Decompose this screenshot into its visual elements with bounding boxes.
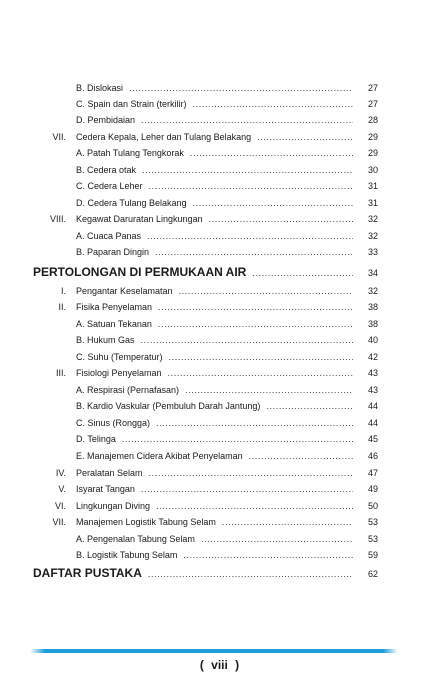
toc-entry [42, 483, 378, 495]
toc-entry [76, 318, 378, 330]
dot-leader [257, 131, 353, 143]
toc-entry-page: 50 [367, 501, 378, 511]
toc-entry-page: 29 [367, 148, 378, 158]
toc-entry-label: E. Manajemen Cidera Akibat Penyelaman [76, 451, 243, 461]
dot-leader [141, 334, 353, 346]
toc-entry-label: A. Respirasi (Pernafasan) [76, 385, 180, 395]
toc-entry-page: 45 [367, 434, 378, 444]
toc-entry-label: C. Cedera Leher [76, 181, 143, 191]
toc-entry [76, 351, 378, 363]
toc-entry [76, 180, 378, 192]
toc-entry-page: 49 [367, 484, 378, 494]
toc-entry-number: III. [55, 368, 66, 378]
toc-entry-label: B. Kardio Vaskular (Pembuluh Darah Jantung) [76, 401, 261, 411]
toc-entry-page: 44 [367, 401, 378, 411]
dot-leader [147, 230, 353, 242]
toc-entry-label: Cedera Kepala, Leher dan Tulang Belakang [76, 132, 252, 142]
dot-leader [141, 114, 353, 126]
dot-leader [209, 213, 353, 225]
toc-entry-page: 62 [367, 569, 378, 579]
toc-entry [42, 467, 378, 479]
toc-entry-page: 59 [367, 550, 378, 560]
toc-entry [76, 450, 378, 462]
toc-entry [42, 301, 378, 313]
toc-entry-label: B. Logistik Tabung Selam [76, 550, 178, 560]
dot-leader [168, 367, 353, 379]
toc-entry [42, 213, 378, 225]
footer-divider [30, 649, 398, 653]
toc-entry-page: 33 [367, 247, 378, 257]
toc-entry-label: Peralatan Selam [76, 468, 143, 478]
toc-entry-number: V. [58, 484, 66, 494]
toc-entry-page: 27 [367, 99, 378, 109]
toc-entry [76, 82, 378, 94]
toc-entry-page: 32 [367, 231, 378, 241]
toc-entry-page: 32 [367, 286, 378, 296]
toc-entry-page: 53 [367, 517, 378, 527]
dot-leader [156, 417, 353, 429]
toc-entry-label: Manajemen Logistik Tabung Selam [76, 517, 216, 527]
toc-chapter-heading [33, 265, 378, 280]
toc-entry-label: Kegawat Daruratan Lingkungan [76, 214, 203, 224]
toc-entry-page: 53 [367, 534, 378, 544]
toc-entry [42, 367, 378, 379]
dot-leader [149, 180, 353, 192]
toc-entry-page: 40 [367, 335, 378, 345]
toc-entry-page: 47 [367, 468, 378, 478]
toc-entry-number: VIII. [49, 214, 66, 224]
toc-entry [42, 131, 378, 143]
dot-leader [183, 549, 353, 561]
dot-leader [158, 301, 353, 313]
toc-entry-page: 42 [367, 352, 378, 362]
toc-entry-page: 28 [367, 115, 378, 125]
toc-entry [76, 246, 378, 258]
toc-entry-page: 27 [367, 83, 378, 93]
dot-leader [158, 318, 353, 330]
toc-entry [76, 334, 378, 346]
toc-entry-label: Lingkungan Diving [76, 501, 151, 511]
toc-entry-page: 38 [367, 302, 378, 312]
toc-entry-label: Fisika Penyelaman [76, 302, 153, 312]
toc-entry-label: D. Telinga [76, 434, 116, 444]
toc-entry-page: 30 [367, 165, 378, 175]
dot-leader [142, 164, 353, 176]
dot-leader [169, 351, 353, 363]
toc-entry-label: A. Pengenalan Tabung Selam [76, 534, 195, 544]
toc-entry [76, 147, 378, 159]
toc-entry [76, 384, 378, 396]
toc-entry [76, 164, 378, 176]
toc-entry-label: Pengantar Keselamatan [76, 286, 173, 296]
toc-entry-label: B. Dislokasi [76, 83, 124, 93]
toc-entry-label: A. Satuan Tekanan [76, 319, 152, 329]
dot-leader [266, 400, 353, 412]
dot-leader [222, 516, 353, 528]
dot-leader [190, 147, 353, 159]
toc-entry-page: 31 [367, 181, 378, 191]
toc-entry-label: DAFTAR PUSTAKA [33, 566, 142, 580]
toc-entry-label: A. Patah Tulang Tengkorak [76, 148, 184, 158]
dot-leader [148, 567, 353, 581]
toc-entry [76, 549, 378, 561]
dot-leader [155, 246, 353, 258]
dot-leader [193, 197, 353, 209]
toc-entry [42, 500, 378, 512]
toc-entry-number: VII. [52, 132, 66, 142]
toc-entry-page: 46 [367, 451, 378, 461]
toc-entry [76, 433, 378, 445]
toc-entry [76, 400, 378, 412]
toc-entry-page: 31 [367, 198, 378, 208]
toc-entry-page: 44 [367, 418, 378, 428]
toc-entry-label: D. Pembidaian [76, 115, 136, 125]
toc-entry-label: Fisiologi Penyelaman [76, 368, 162, 378]
dot-leader [129, 82, 353, 94]
toc-entry-label: C. Suhu (Temperatur) [76, 352, 163, 362]
toc-entry-number: IV. [55, 468, 66, 478]
toc-entry [42, 285, 378, 297]
toc-chapter-heading [33, 566, 378, 581]
toc-entry [76, 197, 378, 209]
dot-leader [252, 266, 353, 280]
toc-entry-number: I. [60, 286, 66, 296]
toc-entry-label: B. Hukum Gas [76, 335, 135, 345]
toc-entry [42, 516, 378, 528]
toc-entry [76, 230, 378, 242]
dot-leader [249, 450, 353, 462]
toc-entry-label: D. Cedera Tulang Belakang [76, 198, 187, 208]
toc-entry-number: II. [58, 302, 66, 312]
dot-leader [149, 467, 353, 479]
dot-leader [141, 483, 353, 495]
toc-entry [76, 98, 378, 110]
dot-leader [185, 384, 353, 396]
dot-leader [179, 285, 353, 297]
toc-entry-label: Isyarat Tangan [76, 484, 135, 494]
toc-entry-number: VI. [54, 501, 66, 511]
toc-entry [76, 417, 378, 429]
toc-entry-page: 34 [367, 268, 378, 278]
page-number: ( viii ) [199, 658, 240, 672]
toc-entry-page: 32 [367, 214, 378, 224]
toc-entry-label: B. Paparan Dingin [76, 247, 150, 257]
toc-entry-page: 43 [367, 368, 378, 378]
dot-leader [122, 433, 353, 445]
toc-entry-label: C. Sinus (Rongga) [76, 418, 151, 428]
toc-entry-page: 43 [367, 385, 378, 395]
toc-entry [76, 114, 378, 126]
dot-leader [201, 533, 353, 545]
dot-leader [156, 500, 353, 512]
toc-entry-label: PERTOLONGAN DI PERMUKAAN AIR [33, 265, 247, 279]
dot-leader [193, 98, 353, 110]
toc-entry-label: B. Cedera otak [76, 165, 137, 175]
toc-entry-page: 38 [367, 319, 378, 329]
toc-entry-number: VII. [52, 517, 66, 527]
toc-entry [76, 533, 378, 545]
toc-entry-page: 29 [367, 132, 378, 142]
toc-entry-label: A. Cuaca Panas [76, 231, 142, 241]
toc-entry-label: C. Spain dan Strain (terkilir) [76, 99, 187, 109]
